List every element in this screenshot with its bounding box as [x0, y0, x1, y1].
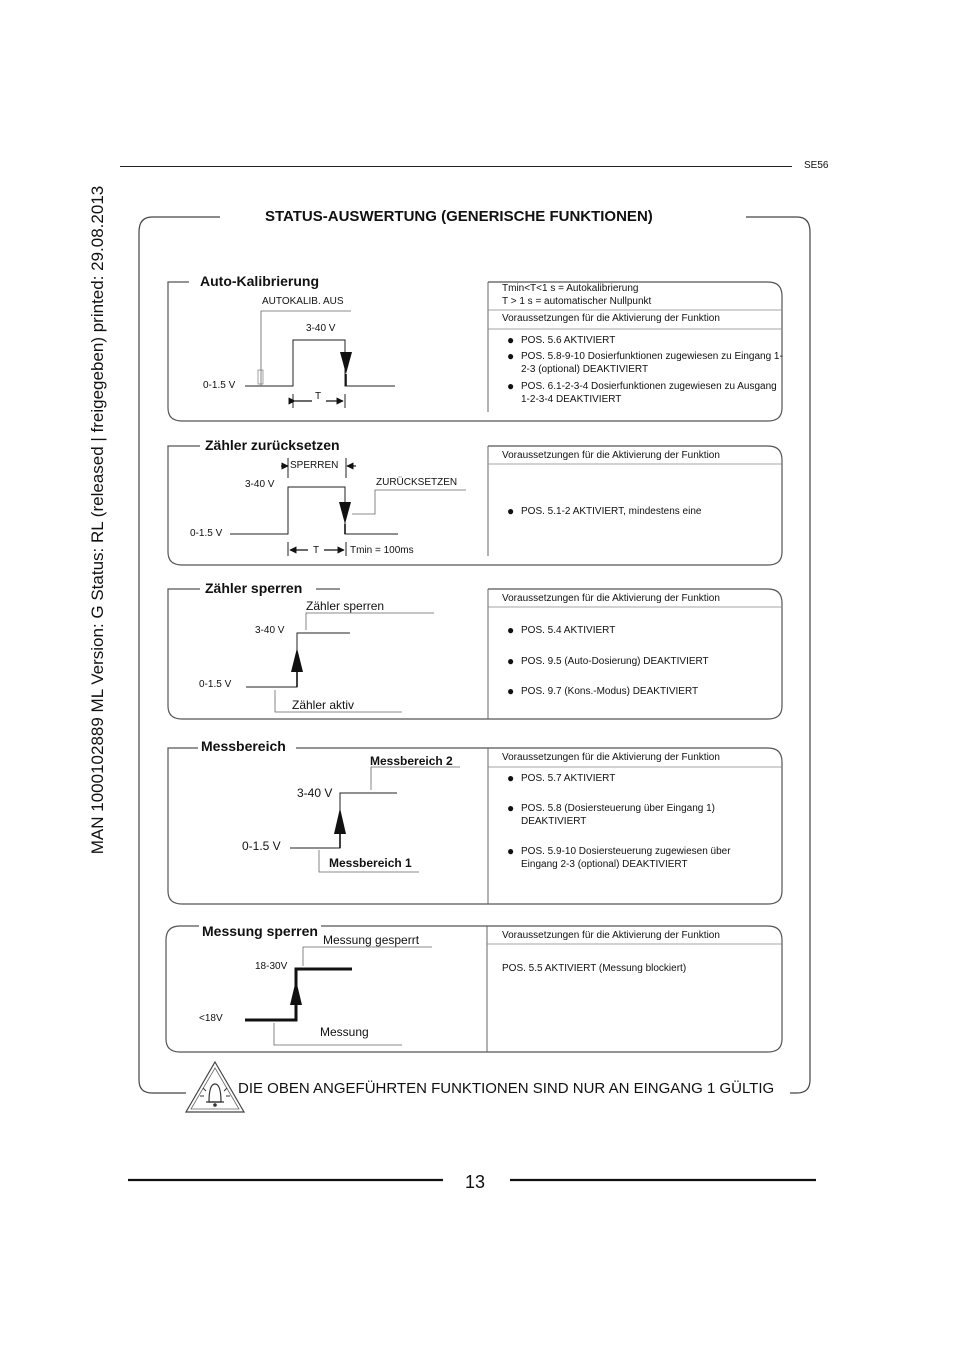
label-zaehler-aktiv: Zähler aktiv: [292, 698, 355, 712]
requirements-header: Voraussetzungen für die Aktivierung der Funktion: [502, 930, 720, 941]
label-sperren: SPERREN: [290, 460, 339, 471]
label-messbereich-1: Messbereich 1: [329, 856, 412, 870]
label-low-voltage: 0-1.5 V: [199, 679, 232, 690]
label-autokalib-aus: AUTOKALIB. AUS: [262, 296, 344, 307]
label-messbereich-2: Messbereich 2: [370, 754, 453, 768]
requirement-item: ● POS. 6.1-2-3-4 Dosierfunktionen zugewiesen zu Ausgang 1-2-3-4 DEAKTIVIERT: [507, 379, 777, 405]
label-high-voltage: 3-40 V: [255, 625, 285, 636]
label-high-voltage: 3-40 V: [306, 323, 336, 334]
outer-frame: [139, 217, 810, 1093]
label-low-voltage: 0-1.5 V: [190, 528, 223, 539]
panel-zaehler-sperren: [168, 589, 782, 719]
label-zuruecksetzen: ZURÜCKSETZEN: [376, 477, 458, 488]
requirement-item: ● POS. 5.1-2 AKTIVIERT, mindestens eine: [507, 504, 702, 518]
label-zaehler-sperren: Zähler sperren: [306, 599, 385, 613]
label-low-voltage: 0-1.5 V: [203, 380, 236, 391]
panel-messung-sperren: [166, 926, 782, 1052]
section-title-messung-sperren: Messung sperren: [199, 923, 321, 939]
page-number: 13: [465, 1172, 486, 1192]
section-title-auto-kalibrierung: Auto-Kalibrierung: [197, 273, 322, 289]
warning-triangle-icon: [186, 1062, 244, 1112]
label-tmin: Tmin = 100ms: [350, 545, 414, 556]
label-high-voltage: 18-30V: [255, 961, 288, 972]
requirements-header: Voraussetzungen für die Aktivierung der Funktion: [502, 752, 720, 763]
requirement-item: ● POS. 5.9-10 Dosiersteuerung zugewiesen über Eingang 2-3 (optional) DEAKTIVIERT: [507, 844, 731, 870]
requirements-header: Voraussetzungen für die Aktivierung der Funktion: [502, 450, 720, 461]
requirement-item: ● POS. 5.6 AKTIVIERT: [507, 333, 616, 347]
section-title-zaehler-zuruecksetzen: Zähler zurücksetzen: [202, 437, 343, 453]
requirement-item: ● POS. 5.8 (Dosiersteuerung über Eingang 1) DEAKTIVIERT: [507, 801, 715, 827]
requirement-item: ● POS. 5.8-9-10 Dosierfunktionen zugewiesen zu Eingang 1-2-3 (optional) DEAKTIVIERT: [507, 349, 783, 375]
label-high-voltage: 3-40 V: [245, 479, 275, 490]
requirement-item: ● POS. 5.7 AKTIVIERT: [507, 771, 616, 785]
label-low-voltage: <18V: [199, 1013, 223, 1024]
label-messung-gesperrt: Messung gesperrt: [323, 933, 420, 947]
note-autokalibrierung: Tmin<T<1 s = Autokalibrierung: [502, 283, 639, 294]
footer-note: DIE OBEN ANGEFÜHRTEN FUNKTIONEN SIND NUR AN EINGANG 1 GÜLTIG: [238, 1080, 775, 1097]
requirements-header: Voraussetzungen für die Aktivierung der Funktion: [502, 593, 720, 604]
label-t: T: [313, 545, 320, 556]
main-title: STATUS-AUSWERTUNG (GENERISCHE FUNKTIONEN): [265, 208, 653, 225]
header-code: SE56: [804, 160, 829, 171]
label-high-voltage: 3-40 V: [297, 786, 333, 800]
requirement-text: POS. 5.5 AKTIVIERT (Messung blockiert): [502, 963, 687, 974]
label-low-voltage: 0-1.5 V: [242, 839, 281, 853]
section-title-messbereich: Messbereich: [198, 738, 289, 754]
label-t: T: [315, 391, 322, 402]
requirement-item: ● POS. 9.7 (Kons.-Modus) DEAKTIVIERT: [507, 684, 699, 698]
label-messung: Messung: [320, 1025, 369, 1039]
requirements-header: Voraussetzungen für die Aktivierung der Funktion: [502, 313, 720, 324]
requirement-item: ● POS. 9.5 (Auto-Dosierung) DEAKTIVIERT: [507, 654, 709, 668]
note-nullpunkt: T > 1 s = automatischer Nullpunkt: [502, 296, 652, 307]
requirement-item: ● POS. 5.4 AKTIVIERT: [507, 623, 616, 637]
section-title-zaehler-sperren: Zähler sperren: [202, 580, 305, 596]
